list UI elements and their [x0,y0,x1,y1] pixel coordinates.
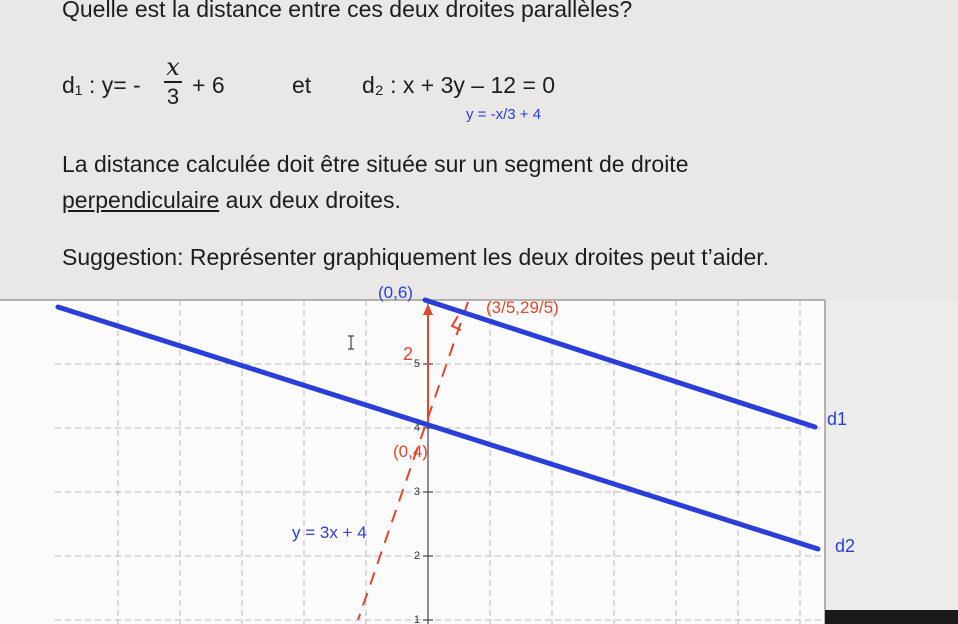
equation-d2-handwritten-note: y = -x/3 + 4 [466,106,542,123]
equation-d1-suffix: + 6 [192,72,225,98]
fraction-denominator: 3 [166,84,180,109]
graph-margin [825,300,958,624]
graph [0,280,958,624]
question-text: Quelle est la distance entre ces deux droites parallèles? [62,0,633,22]
fraction-numerator: x [166,53,180,81]
connector-et: et [292,72,312,98]
fraction-x-over-3 [162,54,184,109]
label-point-3-5: (3/5,29/5) [486,298,559,317]
label-distance: 2 [403,344,414,364]
instruction-rest: aux deux droites. [219,187,401,213]
fraction-bar [164,81,182,83]
label-d1: d1 [827,409,848,429]
instruction-line1: La distance calculée doit être située sur un segment de droite [62,151,689,177]
y-tick-2: 2 [413,550,420,562]
label-point-0-4: (0,4) [393,442,428,461]
y-tick-1: 1 [413,614,420,624]
equation-d1-prefix: d₁ : y= - [62,72,141,98]
equation-d2: d₂ : x + 3y – 12 = 0 [362,72,556,98]
y-tick-5: 5 [413,358,420,370]
label-d2: d2 [835,536,856,556]
graph-background [0,300,958,624]
underlined-word: perpendiculaire [62,187,220,213]
equation-d1 [62,72,141,99]
label-perpendicular-equation: y = 3x + 4 [292,523,367,542]
screen-edge [825,610,958,624]
suggestion-text: Suggestion: Représenter graphiquement les deux droites peut t’aider. [62,244,770,270]
instruction-paragraph [62,146,924,218]
y-tick-3: 3 [413,486,420,498]
y-tick-4: 4 [413,422,420,434]
label-point-0-6: (0,6) [378,283,413,302]
